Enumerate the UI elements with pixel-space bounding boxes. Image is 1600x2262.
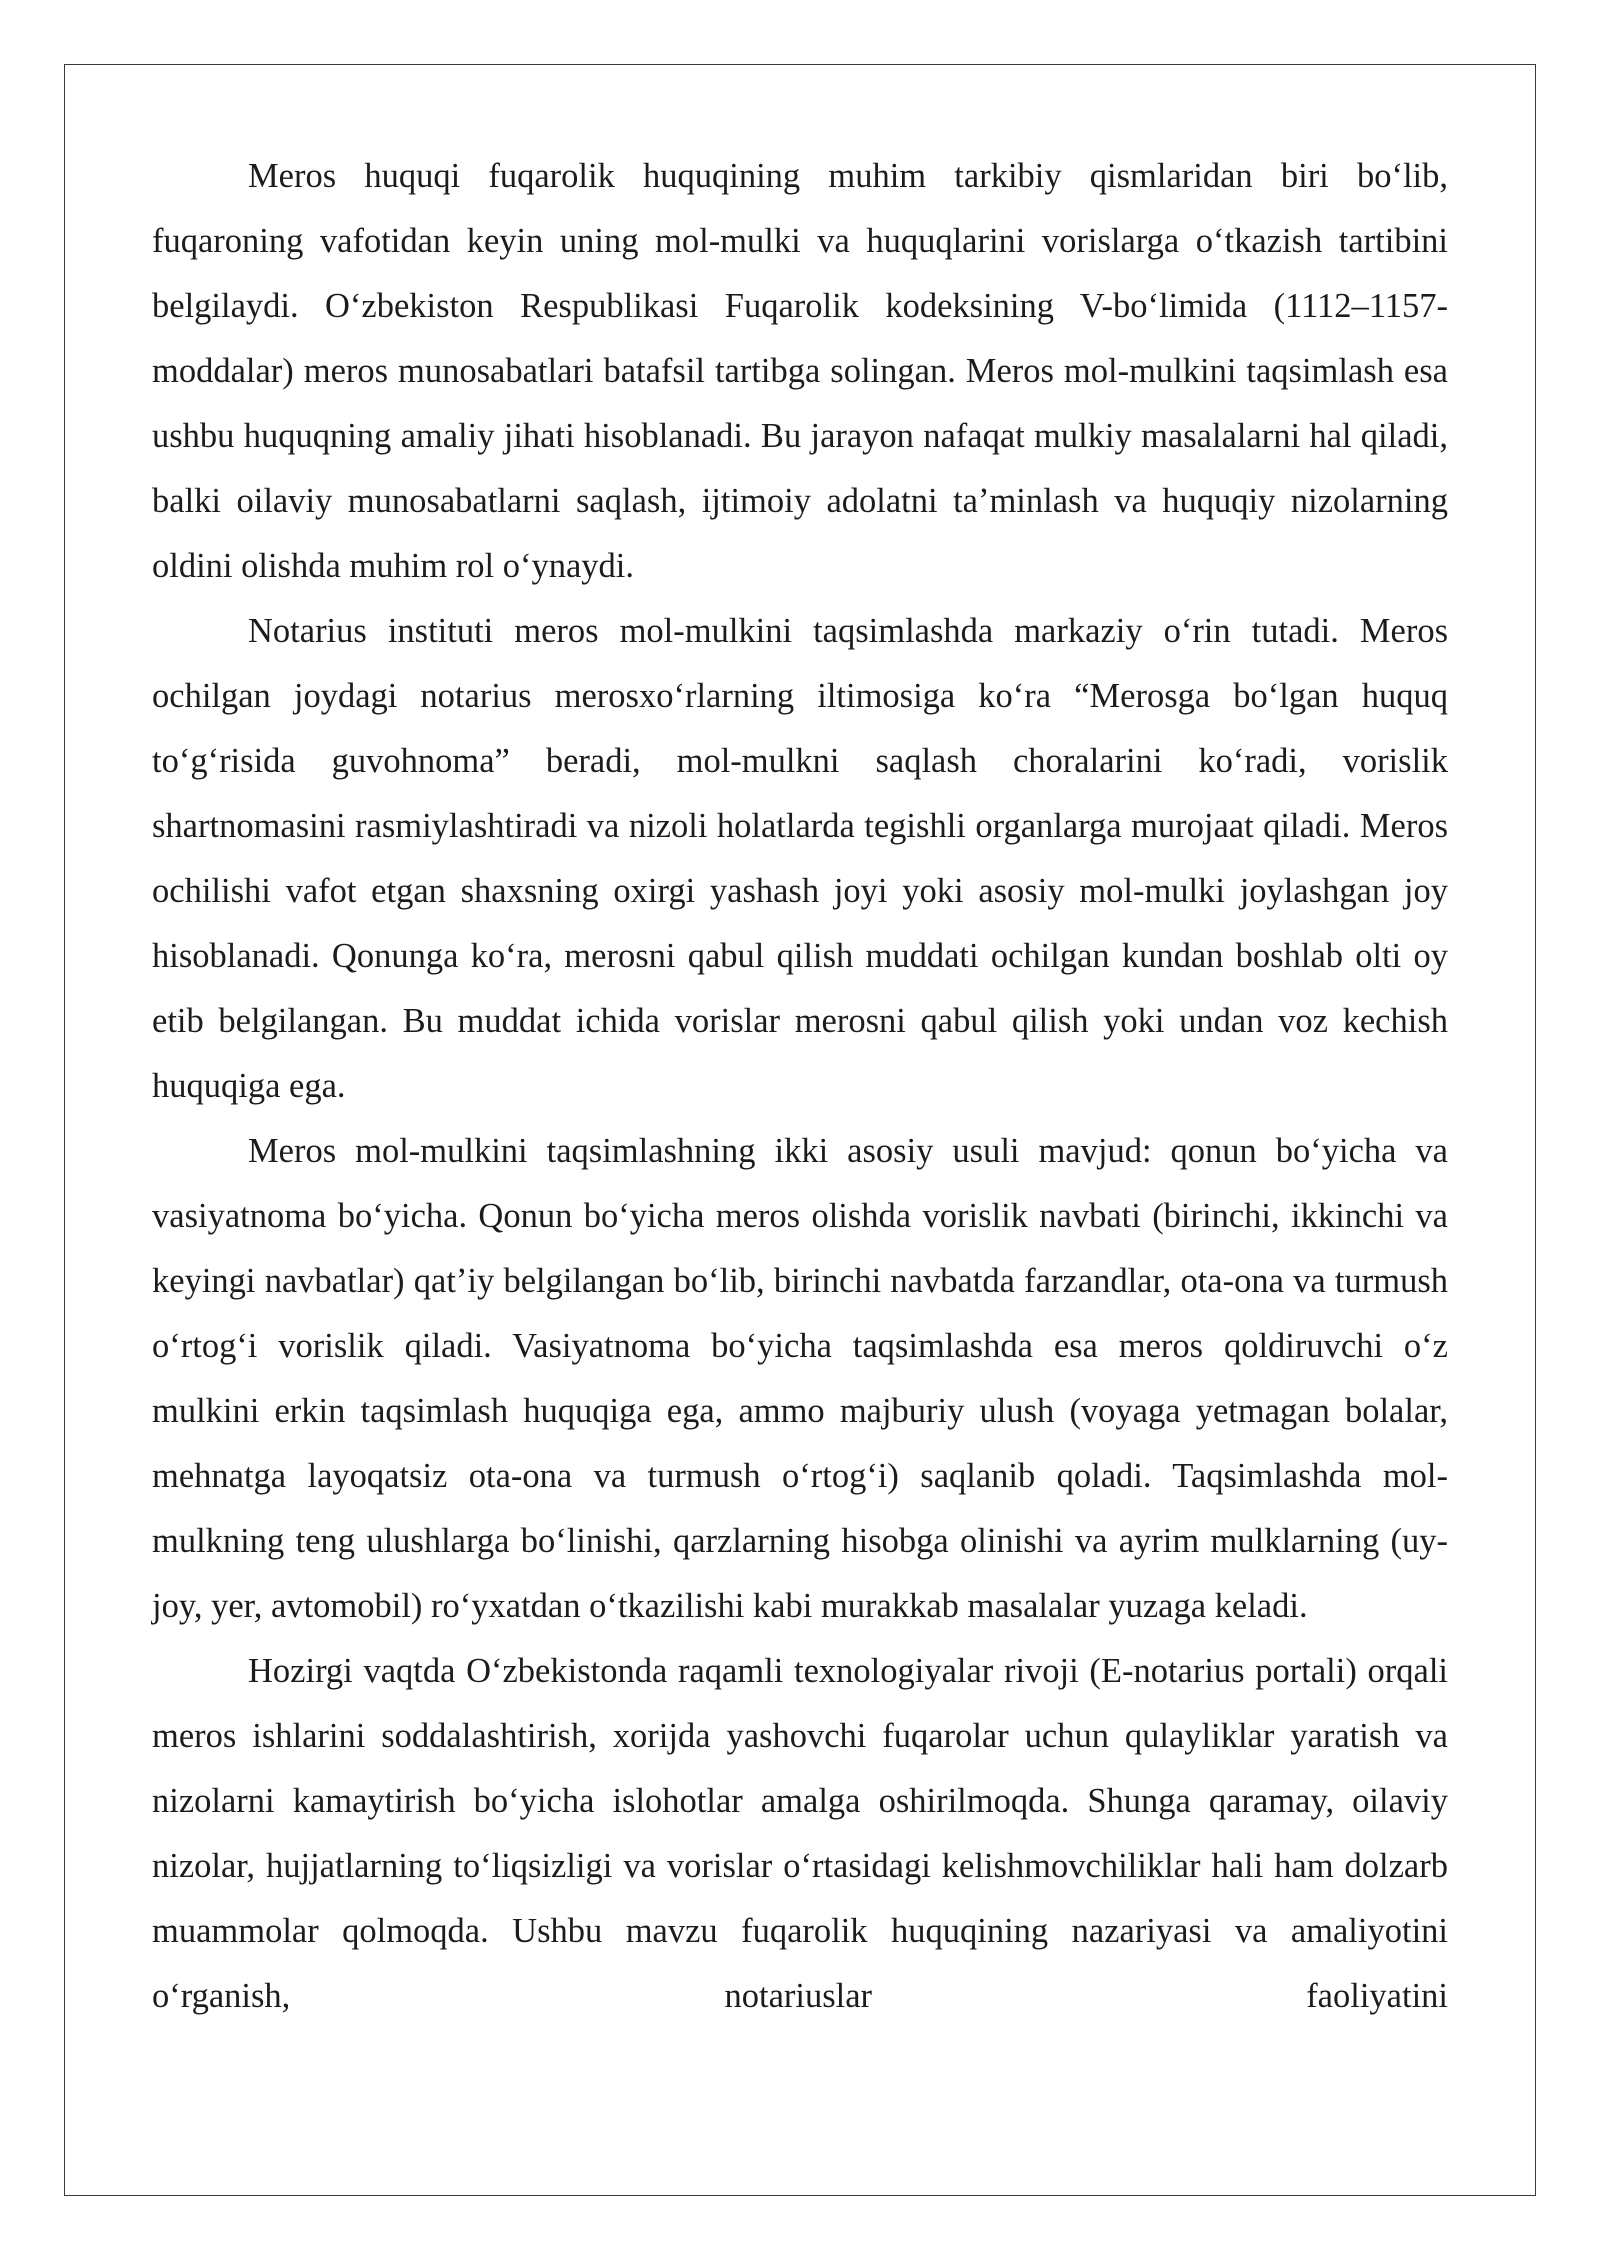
paragraph-4: Hozirgi vaqtda Oʻzbekistonda raqamli texnologiyalar rivoji (E-notarius portali) orqali meros ishlarini soddalashtirish, xorijda yashovchi fuqarolar uchun qulayliklar yaratish va nizolarni kamaytirish boʻyicha islohotlar amalga oshirilmoqda. Shunga qaramay, oilaviy nizolar, hujjatlarning toʻliqsizligi va vorislar oʻrtasidagi kelishmovchiliklar hali ham dolzarb muammolar qolmoqda. Ushbu mavzu fuqarolik huquqining nazariyasi va amaliyotini oʻrganish, notariuslar faoliyatini: [152, 1652, 1448, 2015]
paragraph-3: Meros mol-mulkini taqsimlashning ikki asosiy usuli mavjud: qonun boʻyicha va vasiyatnoma boʻyicha. Qonun boʻyicha meros olishda vorislik navbati (birinchi, ikkinchi va keyingi navbatlar) qatʼiy belgilangan boʻlib, birinchi navbatda farzandlar, ota-ona va turmush oʻrtogʻi vorislik qiladi. Vasiyatnoma boʻyicha taqsimlashda esa meros qoldiruvchi oʻz mulkini erkin taqsimlash huquqiga ega, ammo majburiy ulush (voyaga yetmagan bolalar, mehnatga layoqatsiz ota-ona va turmush oʻrtogʻi) saqlanib qoladi. Taqsimlashda mol-mulkning teng ulushlarga boʻlinishi, qarzlarning hisobga olinishi va ayrim mulklarning (uy-joy, yer, avtomobil) roʻyxatdan oʻtkazilishi kabi murakkab masalalar yuzaga keladi.: [152, 1132, 1448, 1625]
paragraph-1: Meros huquqi fuqarolik huquqining muhim tarkibiy qismlaridan biri boʻlib, fuqaroning vafotidan keyin uning mol-mulki va huquqlarini vorislarga oʻtkazish tartibini belgilaydi. Oʻzbekiston Respublikasi Fuqarolik kodeksining V-boʻlimida (1112–1157-moddalar) meros munosabatlari batafsil tartibga solingan. Meros mol-mulkini taqsimlash esa ushbu huquqning amaliy jihati hisoblanadi. Bu jarayon nafaqat mulkiy masalalarni hal qiladi, balki oilaviy munosabatlarni saqlash, ijtimoiy adolatni taʼminlash va huquqiy nizolarning oldini olishda muhim rol oʻynaydi.: [152, 157, 1448, 585]
document-body: [152, 144, 1448, 2029]
paragraph-2: Notarius instituti meros mol-mulkini taqsimlashda markaziy oʻrin tutadi. Meros ochilgan joydagi notarius merosxoʻrlarning iltimosiga koʻra “Merosga boʻlgan huquq toʻgʻrisida guvohnoma” beradi, mol-mulkni saqlash choralarini koʻradi, vorislik shartnomasini rasmiylashtiradi va nizoli holatlarda tegishli organlarga murojaat qiladi. Meros ochilishi vafot etgan shaxsning oxirgi yashash joyi yoki asosiy mol-mulki joylashgan joy hisoblanadi. Qonunga koʻra, merosni qabul qilish muddati ochilgan kundan boshlab olti oy etib belgilangan. Bu muddat ichida vorislar merosni qabul qilish yoki undan voz kechish huquqiga ega.: [152, 612, 1448, 1105]
